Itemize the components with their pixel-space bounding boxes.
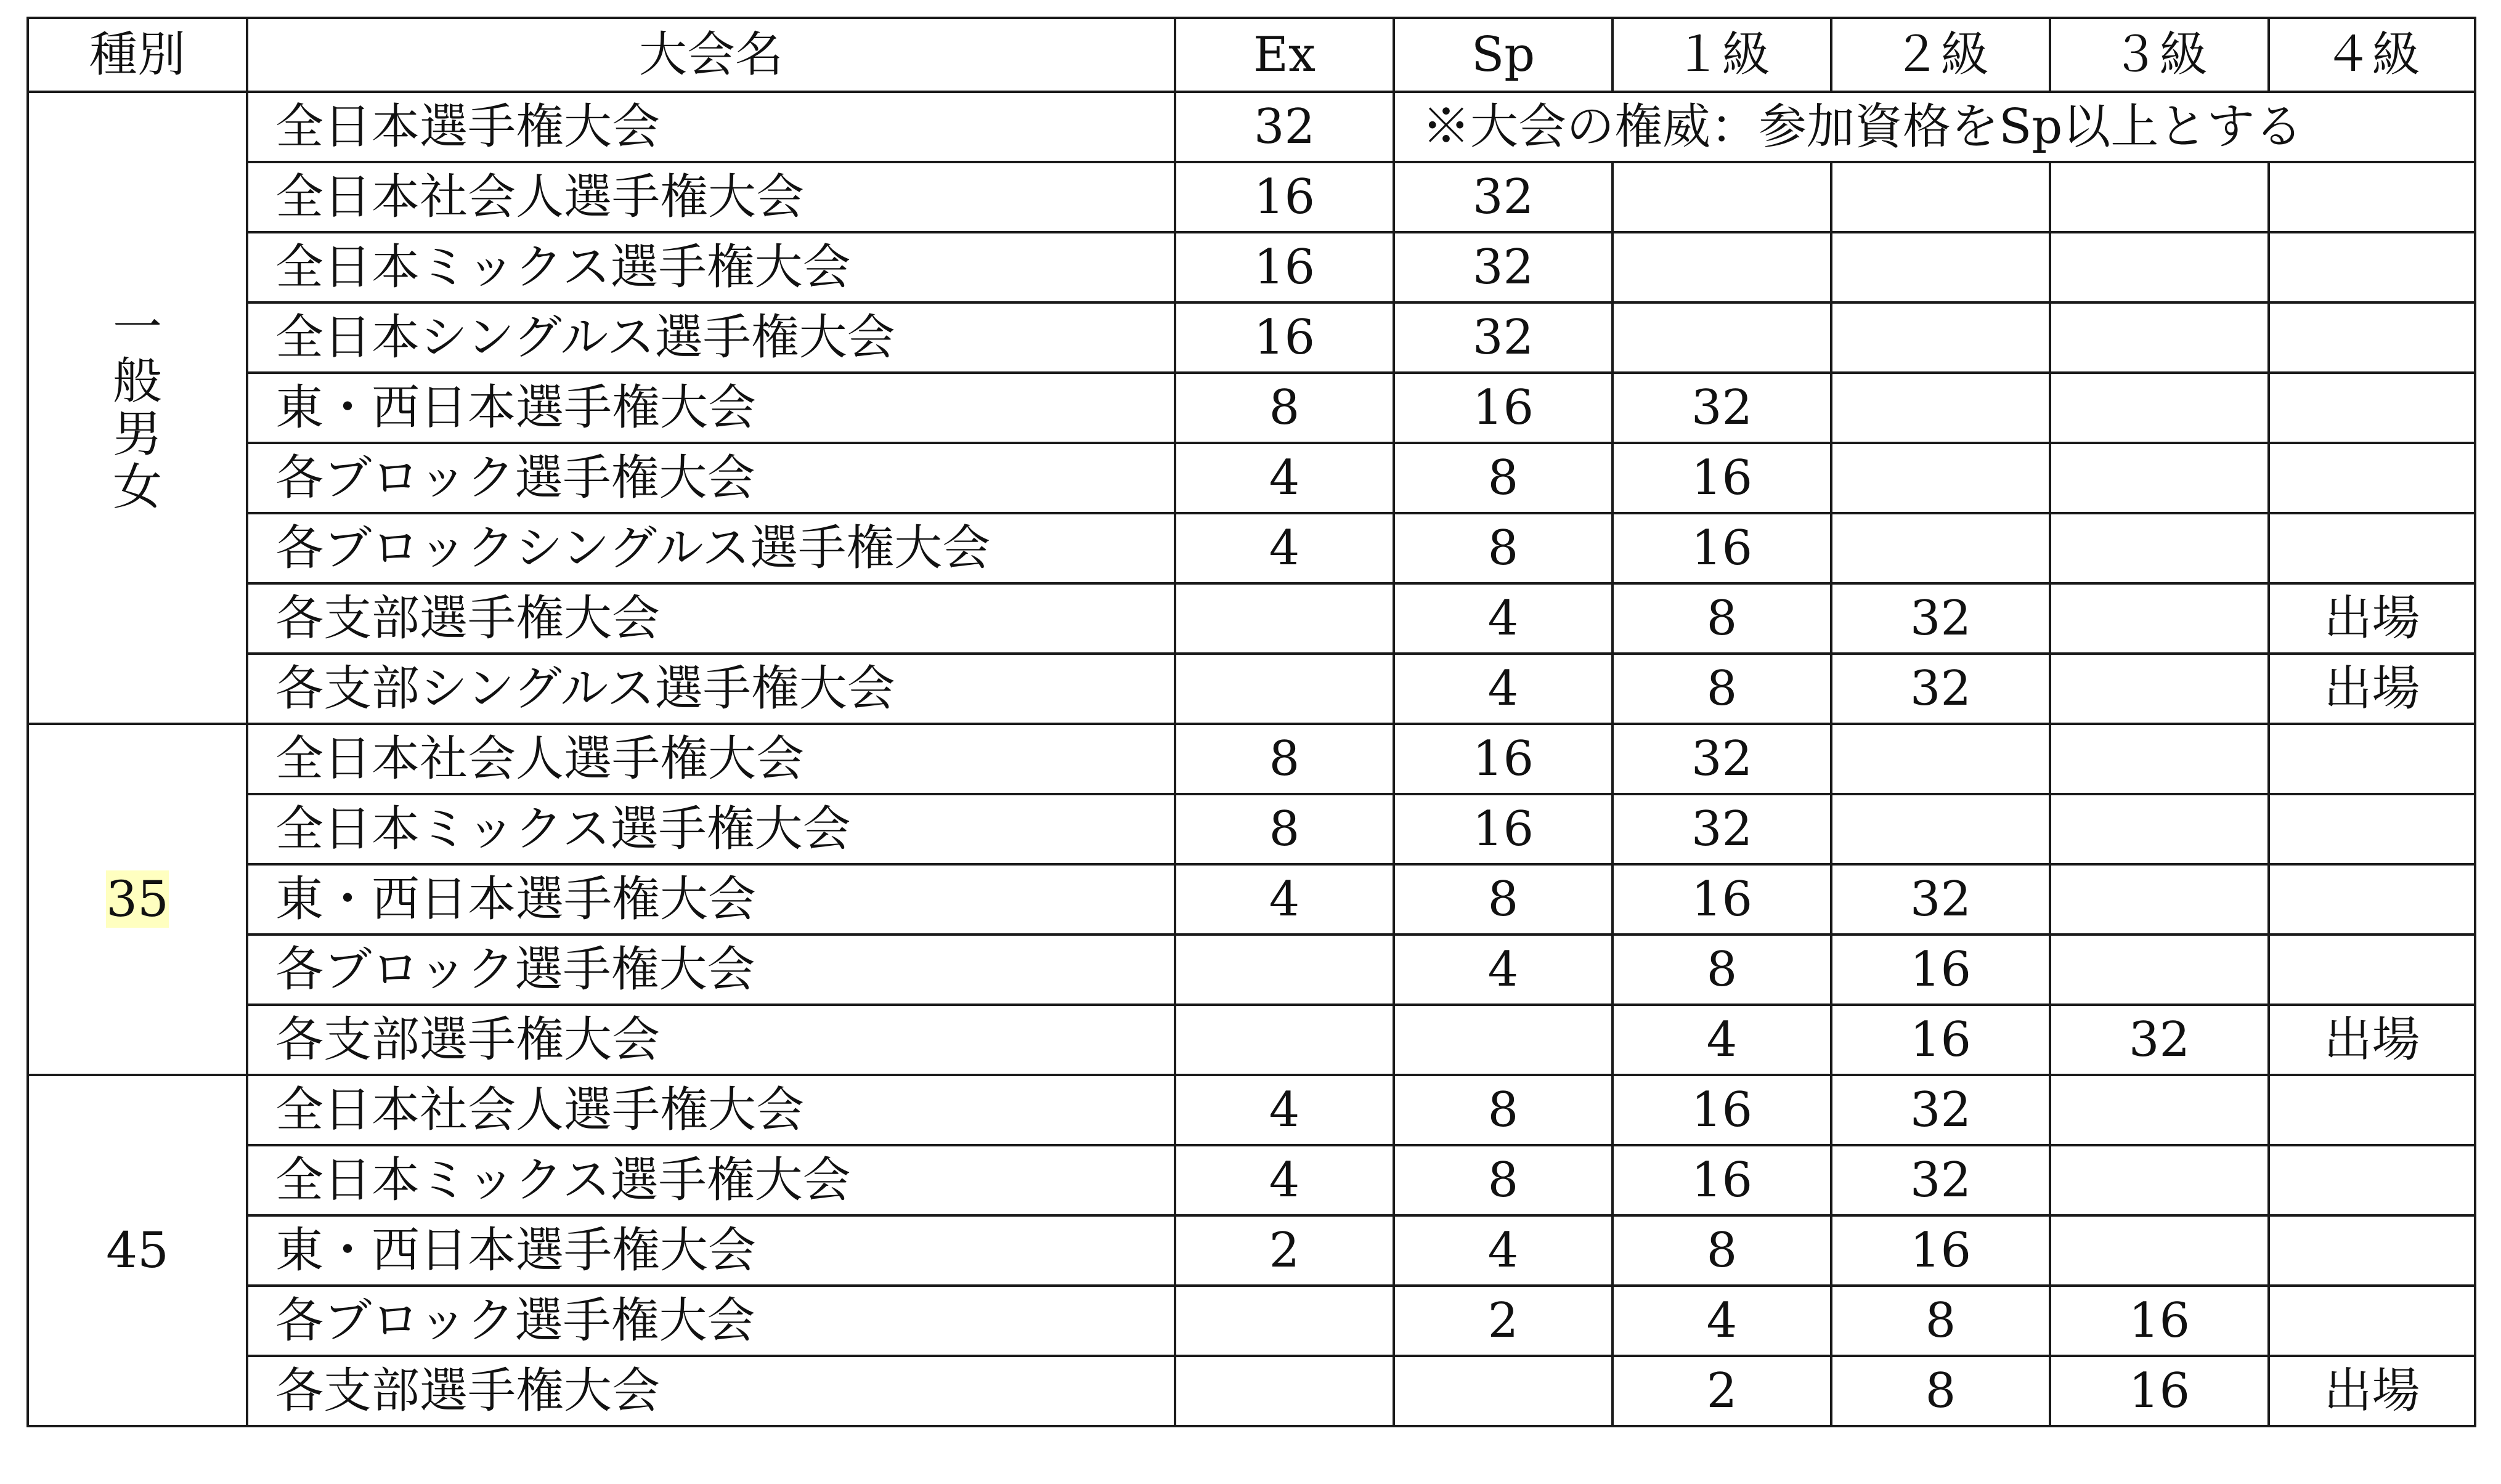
cell-g4 xyxy=(2269,935,2475,1005)
cell-g1: 8 xyxy=(1612,583,1831,654)
category-label: 一般男女 xyxy=(113,299,162,516)
table-body xyxy=(28,92,2475,1426)
tournament-name: 東・西日本選手権大会 xyxy=(247,373,1175,443)
cell-g1: 16 xyxy=(1612,864,1831,935)
cell-ex: 16 xyxy=(1175,302,1394,373)
cell-sp: 16 xyxy=(1394,794,1612,864)
cell-ex: 4 xyxy=(1175,1075,1394,1145)
cell-g3 xyxy=(2050,583,2269,654)
table-row xyxy=(28,513,2475,583)
table-row xyxy=(28,302,2475,373)
cell-g4 xyxy=(2269,1145,2475,1215)
cell-ex: 4 xyxy=(1175,513,1394,583)
cell-ex xyxy=(1175,654,1394,724)
tournament-name: 各支部選手権大会 xyxy=(247,1356,1175,1426)
cell-g2 xyxy=(1831,794,2050,864)
header-category: 種別 xyxy=(28,18,247,92)
cell-sp: 8 xyxy=(1394,1075,1612,1145)
table-row xyxy=(28,92,2475,162)
category-cell xyxy=(28,724,247,1075)
cell-sp: 4 xyxy=(1394,583,1612,654)
cell-g2: 16 xyxy=(1831,935,2050,1005)
table-row xyxy=(28,654,2475,724)
cell-g1: 8 xyxy=(1612,654,1831,724)
cell-g4 xyxy=(2269,1075,2475,1145)
cell-g1 xyxy=(1612,302,1831,373)
cell-g1: 32 xyxy=(1612,724,1831,794)
tournament-name: 全日本社会人選手権大会 xyxy=(247,162,1175,232)
header-sp: Sp xyxy=(1394,18,1612,92)
cell-g2 xyxy=(1831,232,2050,302)
cell-g4: 出場 xyxy=(2269,1356,2475,1426)
tournament-name: 各支部選手権大会 xyxy=(247,583,1175,654)
table-row xyxy=(28,1215,2475,1286)
tournament-name: 全日本選手権大会 xyxy=(247,92,1175,162)
cell-sp: 32 xyxy=(1394,302,1612,373)
cell-g3: 16 xyxy=(2050,1286,2269,1356)
cell-g1: 16 xyxy=(1612,1145,1831,1215)
cell-sp: 8 xyxy=(1394,513,1612,583)
table-row xyxy=(28,935,2475,1005)
cell-g2: 16 xyxy=(1831,1215,2050,1286)
cell-ex: 8 xyxy=(1175,373,1394,443)
cell-g4: 出場 xyxy=(2269,583,2475,654)
cell-g1: 2 xyxy=(1612,1356,1831,1426)
cell-sp: 16 xyxy=(1394,724,1612,794)
category-label: 45 xyxy=(106,1222,169,1279)
cell-sp: 8 xyxy=(1394,1145,1612,1215)
cell-g4 xyxy=(2269,864,2475,935)
table-row xyxy=(28,1005,2475,1075)
header-tournament: 大会名 xyxy=(247,18,1175,92)
cell-ex xyxy=(1175,935,1394,1005)
table-row xyxy=(28,443,2475,513)
table-row xyxy=(28,373,2475,443)
cell-sp: 2 xyxy=(1394,1286,1612,1356)
cell-ex: 8 xyxy=(1175,724,1394,794)
header-grade-1: １級 xyxy=(1612,18,1831,92)
cell-g4 xyxy=(2269,302,2475,373)
cell-g3 xyxy=(2050,1075,2269,1145)
note-cell: ※大会の権威：参加資格をSp以上とする xyxy=(1394,92,2475,162)
cell-g3: 32 xyxy=(2050,1005,2269,1075)
cell-g2 xyxy=(1831,513,2050,583)
table-row xyxy=(28,1145,2475,1215)
cell-sp xyxy=(1394,1005,1612,1075)
category-cell xyxy=(28,92,247,724)
cell-ex: 16 xyxy=(1175,232,1394,302)
tournament-name: 各ブロック選手権大会 xyxy=(247,443,1175,513)
cell-g3 xyxy=(2050,443,2269,513)
cell-sp: 8 xyxy=(1394,864,1612,935)
cell-g4 xyxy=(2269,1215,2475,1286)
cell-ex: 4 xyxy=(1175,1145,1394,1215)
cell-g2: 32 xyxy=(1831,654,2050,724)
cell-g1: 8 xyxy=(1612,935,1831,1005)
cell-g2: 16 xyxy=(1831,1005,2050,1075)
cell-g1 xyxy=(1612,232,1831,302)
cell-sp xyxy=(1394,1356,1612,1426)
cell-g4 xyxy=(2269,724,2475,794)
header-row xyxy=(28,18,2475,92)
table-row xyxy=(28,583,2475,654)
cell-g4 xyxy=(2269,794,2475,864)
cell-g1 xyxy=(1612,162,1831,232)
cell-g3 xyxy=(2050,654,2269,724)
table-row xyxy=(28,162,2475,232)
table-row xyxy=(28,1286,2475,1356)
cell-g2: 32 xyxy=(1831,864,2050,935)
cell-g3 xyxy=(2050,935,2269,1005)
cell-g3 xyxy=(2050,302,2269,373)
cell-g2 xyxy=(1831,724,2050,794)
cell-sp: 8 xyxy=(1394,443,1612,513)
cell-g1: 32 xyxy=(1612,373,1831,443)
cell-g3 xyxy=(2050,864,2269,935)
tournament-name: 各ブロック選手権大会 xyxy=(247,935,1175,1005)
cell-sp: 4 xyxy=(1394,654,1612,724)
cell-g4: 出場 xyxy=(2269,1005,2475,1075)
table-row xyxy=(28,1075,2475,1145)
cell-g2: 8 xyxy=(1831,1356,2050,1426)
cell-g4: 出場 xyxy=(2269,654,2475,724)
cell-ex: 32 xyxy=(1175,92,1394,162)
cell-ex: 16 xyxy=(1175,162,1394,232)
cell-g2 xyxy=(1831,443,2050,513)
cell-g2: 8 xyxy=(1831,1286,2050,1356)
category-label: 35 xyxy=(106,870,169,928)
cell-ex: 2 xyxy=(1175,1215,1394,1286)
header-ex: Ex xyxy=(1175,18,1394,92)
cell-g3 xyxy=(2050,1145,2269,1215)
tournament-name: 東・西日本選手権大会 xyxy=(247,1215,1175,1286)
cell-g1: 4 xyxy=(1612,1005,1831,1075)
table-row xyxy=(28,232,2475,302)
cell-ex xyxy=(1175,1356,1394,1426)
cell-g2 xyxy=(1831,373,2050,443)
cell-g2 xyxy=(1831,162,2050,232)
cell-g1: 16 xyxy=(1612,1075,1831,1145)
cell-sp: 32 xyxy=(1394,162,1612,232)
cell-g3 xyxy=(2050,724,2269,794)
header-grade-3: ３級 xyxy=(2050,18,2269,92)
cell-g1: 16 xyxy=(1612,513,1831,583)
cell-g4 xyxy=(2269,1286,2475,1356)
cell-g4 xyxy=(2269,443,2475,513)
tournament-name: 全日本社会人選手権大会 xyxy=(247,1075,1175,1145)
qualification-table xyxy=(26,17,2476,1427)
cell-g2: 32 xyxy=(1831,583,2050,654)
cell-ex xyxy=(1175,583,1394,654)
table-row xyxy=(28,1356,2475,1426)
cell-ex: 4 xyxy=(1175,864,1394,935)
cell-g2 xyxy=(1831,302,2050,373)
tournament-name: 全日本ミックス選手権大会 xyxy=(247,232,1175,302)
cell-g3 xyxy=(2050,513,2269,583)
tournament-name: 東・西日本選手権大会 xyxy=(247,864,1175,935)
tournament-name: 各ブロックシングルス選手権大会 xyxy=(247,513,1175,583)
cell-g3 xyxy=(2050,1215,2269,1286)
header-grade-4: ４級 xyxy=(2269,18,2475,92)
cell-g4 xyxy=(2269,373,2475,443)
cell-g1: 8 xyxy=(1612,1215,1831,1286)
cell-g1: 16 xyxy=(1612,443,1831,513)
cell-g3: 16 xyxy=(2050,1356,2269,1426)
cell-g1: 32 xyxy=(1612,794,1831,864)
cell-g3 xyxy=(2050,794,2269,864)
tournament-name: 各支部選手権大会 xyxy=(247,1005,1175,1075)
cell-ex xyxy=(1175,1286,1394,1356)
cell-sp: 4 xyxy=(1394,935,1612,1005)
tournament-name: 全日本ミックス選手権大会 xyxy=(247,794,1175,864)
tournament-name: 各ブロック選手権大会 xyxy=(247,1286,1175,1356)
cell-sp: 16 xyxy=(1394,373,1612,443)
cell-g3 xyxy=(2050,162,2269,232)
cell-g2: 32 xyxy=(1831,1075,2050,1145)
cell-ex: 4 xyxy=(1175,443,1394,513)
category-cell xyxy=(28,1075,247,1426)
table-row xyxy=(28,864,2475,935)
cell-ex: 8 xyxy=(1175,794,1394,864)
cell-sp: 32 xyxy=(1394,232,1612,302)
tournament-name: 全日本ミックス選手権大会 xyxy=(247,1145,1175,1215)
cell-g3 xyxy=(2050,373,2269,443)
tournament-name: 全日本シングルス選手権大会 xyxy=(247,302,1175,373)
table-row xyxy=(28,724,2475,794)
tournament-name: 各支部シングルス選手権大会 xyxy=(247,654,1175,724)
cell-g2: 32 xyxy=(1831,1145,2050,1215)
cell-g1: 4 xyxy=(1612,1286,1831,1356)
cell-sp: 4 xyxy=(1394,1215,1612,1286)
cell-g4 xyxy=(2269,513,2475,583)
header-grade-2: ２級 xyxy=(1831,18,2050,92)
cell-ex xyxy=(1175,1005,1394,1075)
cell-g4 xyxy=(2269,162,2475,232)
tournament-name: 全日本社会人選手権大会 xyxy=(247,724,1175,794)
table-row xyxy=(28,794,2475,864)
cell-g3 xyxy=(2050,232,2269,302)
cell-g4 xyxy=(2269,232,2475,302)
